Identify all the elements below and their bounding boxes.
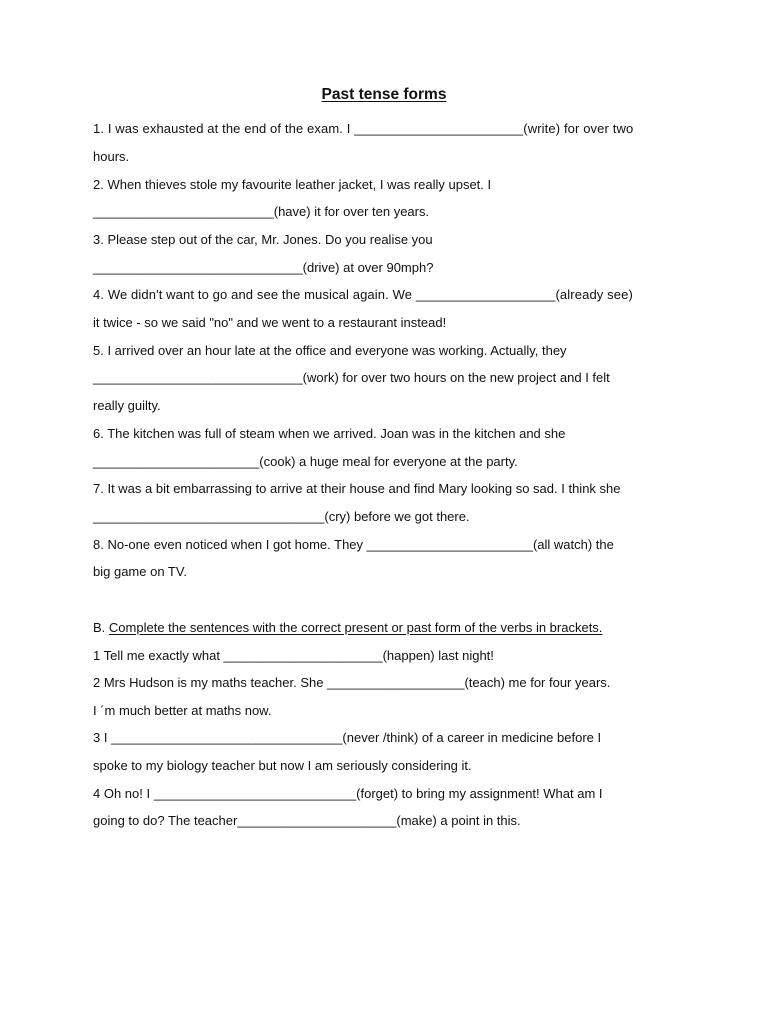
exercise-1-line-2: hours. — [93, 149, 130, 164]
exercise-8-line-1: 8. No-one even noticed when I got home. They _______________________(all watch) the — [93, 537, 614, 552]
exercise-4-line-2: it twice - so we said "no" and we went to a restaurant instead! — [93, 315, 447, 330]
exercise-3-line-2: _____________________________(drive) at over 90mph? — [93, 260, 434, 275]
exercise-8-line-2: big game on TV. — [93, 564, 187, 579]
exercise-7-line-2: ________________________________(cry) before we got there. — [93, 509, 470, 524]
section-b-instruction: Complete the sentences with the correct present or past form of the verbs in brackets. — [108, 620, 603, 635]
worksheet-title: Past tense forms — [321, 86, 447, 103]
exercise-7-line-1: 7. It was a bit embarrassing to arrive at their house and find Mary looking so sad. I think she — [93, 481, 621, 496]
section-b-item-3-line-1: 3 I ________________________________(never /think) of a career in medicine before I — [93, 730, 602, 745]
exercise-4-line-1: 4. We didn't want to go and see the musical again. We ___________________(already see) — [93, 287, 633, 302]
section-b-item-3-line-2: spoke to my biology teacher but now I am seriously considering it. — [93, 758, 472, 773]
section-b-item-2-line-1: 2 Mrs Hudson is my maths teacher. She ___________________(teach) me for four years. — [93, 675, 611, 690]
section-b-item-4-line-1: 4 Oh no! I ____________________________(forget) to bring my assignment! What am I — [93, 786, 603, 801]
exercise-3-line-1: 3. Please step out of the car, Mr. Jones. Do you realise you — [93, 232, 433, 247]
exercise-2-line-2: _________________________(have) it for over ten years. — [93, 204, 430, 219]
section-b-item-4-line-2: going to do? The teacher______________________(make) a point in this. — [93, 813, 521, 828]
section-b-label: B. — [93, 620, 109, 635]
section-b-item-2-line-2: I ´m much better at maths now. — [93, 703, 272, 718]
exercise-5-line-1: 5. I arrived over an hour late at the office and everyone was working. Actually, they — [93, 343, 567, 358]
section-b-item-1-line-1: 1 Tell me exactly what ______________________(happen) last night! — [93, 648, 494, 663]
exercise-6-line-2: _______________________(cook) a huge meal for everyone at the party. — [93, 454, 518, 469]
exercise-6-line-1: 6. The kitchen was full of steam when we arrived. Joan was in the kitchen and she — [93, 426, 566, 441]
exercise-2-line-1: 2. When thieves stole my favourite leather jacket, I was really upset. I — [93, 177, 492, 192]
section-b-heading — [93, 620, 602, 636]
exercise-5-line-3: really guilty. — [93, 398, 161, 413]
exercise-5-line-2: _____________________________(work) for over two hours on the new project and I felt — [93, 370, 610, 385]
exercise-1-line-1: 1. I was exhausted at the end of the exam. I _______________________(write) for over two — [93, 121, 634, 136]
